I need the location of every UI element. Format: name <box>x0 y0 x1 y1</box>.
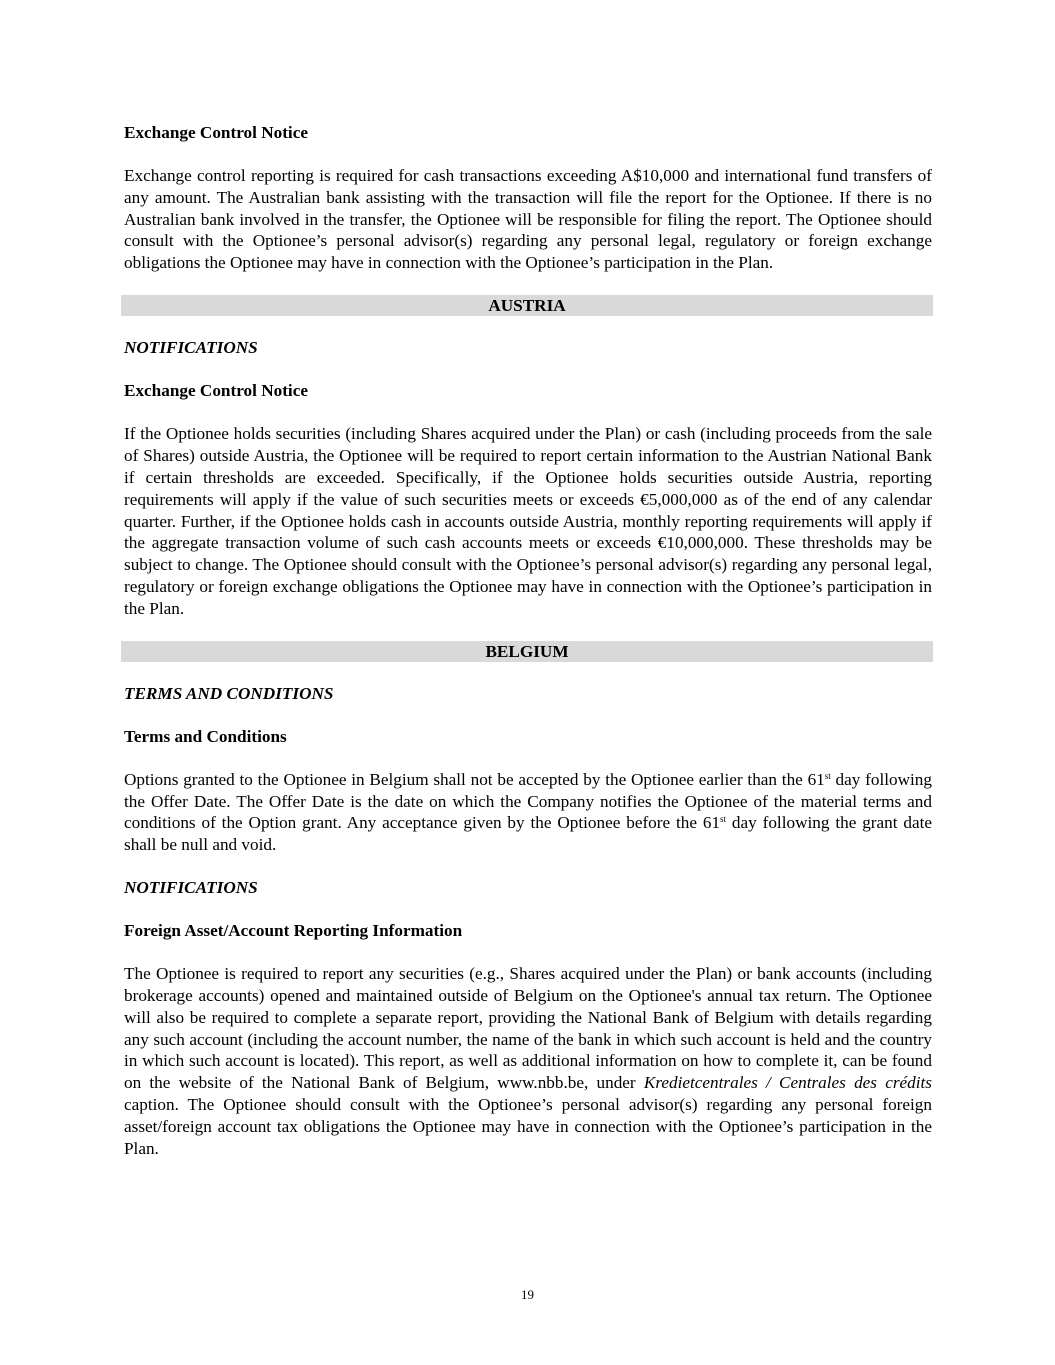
exchange-control-body: Exchange control reporting is required for cash transactions exceeding A$10,000 and international fund transfers of any amount. The Australian bank assisting with the transaction will file the report for the Optionee. If there is no Australian bank involved in the transfer, the Optionee will be responsible for filing the report. The Optionee should consult with the Optionee’s personal advisor(s) regarding any personal legal, regulatory or foreign exchange obligations the Optionee may have in connection with the Optionee’s participation in the Plan. <box>124 165 932 273</box>
austria-exchange-control-heading: Exchange Control Notice <box>124 381 308 401</box>
belgium-foreign-asset-heading: Foreign Asset/Account Reporting Information <box>124 921 463 941</box>
ordinal-suffix: st <box>824 770 831 781</box>
exchange-control-heading: Exchange Control Notice <box>124 123 308 142</box>
section-band-austria: AUSTRIA <box>121 295 933 316</box>
foreign-text-1: The Optionee is required to report any securities (e.g., Shares acquired under the Plan) or bank accounts (including brokerage accounts) opened and maintained outside of Belgium on the Optionee's annual tax return. The Optionee will also be required to complete a separate report, providing the National Bank of Belgium with details regarding any such account (including the account number, the name of the bank in which such account is held and the country in which such account is located). This report, as well as additional information on how to complete it, can be found on the website of the National Bank of Belgium, www.nbb.be, under <box>124 964 932 1093</box>
terms-text-3: day following the grant date shall be null and void. <box>124 813 932 855</box>
ordinal-suffix: st <box>720 814 727 825</box>
terms-text-2: day following the Offer Date. The Offer Date is the date on which the Company notifies the Optionee of the material terms and conditions of the Option grant. Any acceptance given by the Optionee before the 61 <box>124 769 932 833</box>
belgium-foreign-asset-body <box>124 963 932 1159</box>
foreign-text-2: caption. The Optionee should consult with the Optionee’s personal advisor(s) regarding any personal foreign asset/foreign account tax obligations the Optionee may have in connection with the Optionee’s participation in the Plan. <box>124 1094 932 1158</box>
belgium-terms-subheading: TERMS AND CONDITIONS <box>124 683 334 703</box>
section-band-belgium: BELGIUM <box>121 641 933 662</box>
page-number: 19 <box>521 1287 534 1302</box>
terms-text-1: Options granted to the Optionee in Belgium shall not be accepted by the Optionee earlier than the 61 <box>124 769 825 789</box>
austria-notifications-heading: NOTIFICATIONS <box>124 338 258 358</box>
belgium-notifications-heading: NOTIFICATIONS <box>124 878 258 898</box>
belgium-terms-heading: Terms and Conditions <box>124 726 287 746</box>
belgium-terms-body <box>124 769 932 856</box>
document-page <box>124 122 932 1159</box>
austria-exchange-control-body: If the Optionee holds securities (including Shares acquired under the Plan) or cash (including proceeds from the sale of Shares) outside Austria, the Optionee will be required to report certain information to the Austrian National Bank if certain thresholds are exceeded. Specifically, if the Optionee holds securities outside Austria, reporting requirements will apply if the value of such securities meets or exceeds €5,000,000 as of the end of any calendar quarter. Further, if the Optionee holds cash in accounts outside Austria, monthly reporting requirements will apply if the aggregate transaction volume of such cash accounts meets or exceeds €10,000,000. These thresholds may be subject to change. The Optionee should consult with the Optionee’s personal advisor(s) regarding any personal legal, regulatory or foreign exchange obligations the Optionee may have in connection with the Optionee’s participation in the Plan. <box>124 424 932 618</box>
foreign-text-italic: Kredietcentrales / Centrales des crédits <box>643 1073 932 1093</box>
